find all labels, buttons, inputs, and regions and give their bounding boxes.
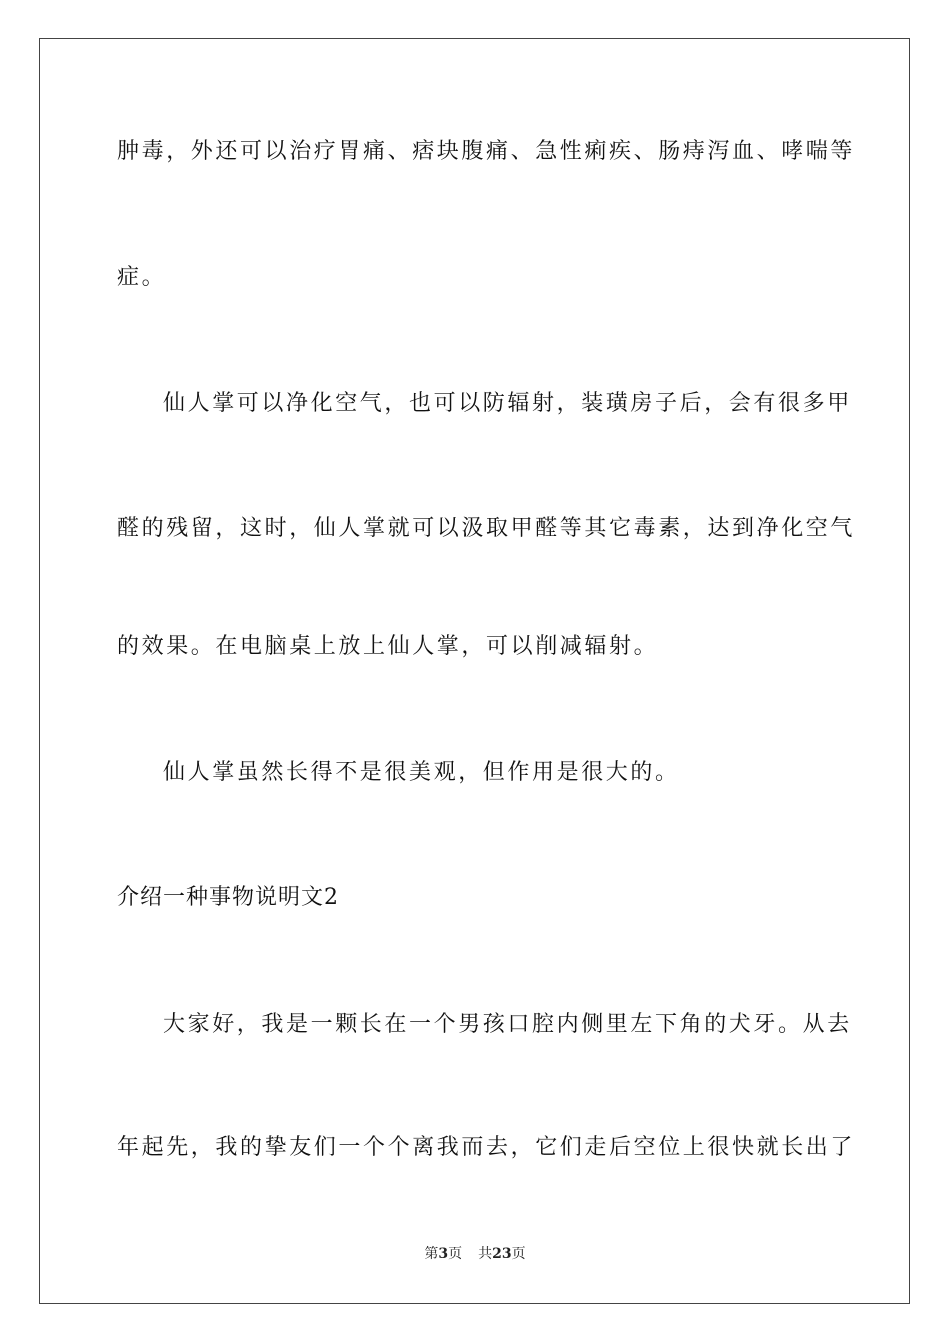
text-line: 症。 — [117, 265, 167, 290]
page-label-prefix: 第 — [424, 1246, 439, 1262]
total-pages: 23 — [492, 1246, 512, 1262]
text-line: 大家好，我是一颗长在一个男孩口腔内侧里左下角的犬牙。从去 — [163, 1012, 852, 1037]
page-border — [39, 38, 910, 1304]
text-line: 仙人掌可以净化空气，也可以防辐射，装璜房子后，会有很多甲 — [163, 391, 852, 416]
page-footer — [0, 1245, 950, 1263]
page-number: 3 — [438, 1246, 449, 1262]
text-line: 仙人掌虽然长得不是很美观，但作用是很大的。 — [163, 760, 680, 785]
text-line: 的效果。在电脑桌上放上仙人掌，可以削减辐射。 — [117, 634, 659, 659]
total-label-suffix: 页 — [511, 1246, 526, 1262]
total-label-prefix: 共 — [478, 1246, 493, 1262]
section-heading: 介绍一种事物说明文2 — [117, 885, 339, 910]
text-line: 肿毒，外还可以治疗胃痛、痞块腹痛、急性痢疾、肠痔泻血、哮喘等 — [117, 139, 856, 164]
text-line: 年起先，我的挚友们一个个离我而去，它们走后空位上很快就长出了 — [117, 1135, 856, 1160]
page-label-suffix: 页 — [448, 1246, 463, 1262]
text-line: 醛的残留，这时，仙人掌就可以汲取甲醛等其它毒素，达到净化空气 — [117, 516, 856, 541]
